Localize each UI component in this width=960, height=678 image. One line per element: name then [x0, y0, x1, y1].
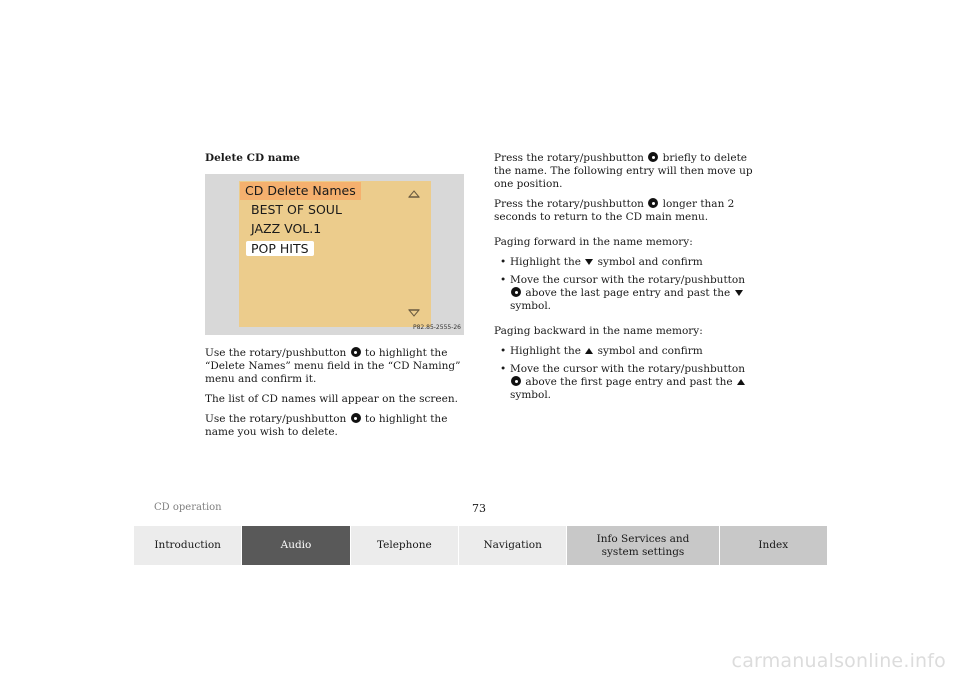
- tab-index[interactable]: Index: [720, 526, 827, 565]
- paging-backward-title: Paging backward in the name memory:: [494, 325, 703, 337]
- text: Move the cursor with the rotary/pushbutton: [510, 363, 745, 375]
- paragraph: [205, 347, 467, 386]
- cd-name-item[interactable]: BEST OF SOUL: [251, 202, 342, 217]
- rotary-pushbutton-icon: [351, 413, 361, 423]
- rotary-pushbutton-icon: [648, 152, 658, 162]
- paging-backward-list: [494, 345, 756, 402]
- rotary-pushbutton-icon: [351, 347, 361, 357]
- list-item: [494, 363, 756, 402]
- tab-navigation[interactable]: Navigation: [459, 526, 567, 565]
- rotary-pushbutton-icon: [648, 198, 658, 208]
- list-item: [494, 274, 756, 313]
- paging-forward-list: [494, 256, 756, 313]
- left-column: [205, 152, 467, 446]
- chapter-tabs: [134, 526, 827, 565]
- text: to highlight the name you wish to delete.: [205, 413, 448, 438]
- text: briefly to delete the name. The following entry will then move up one position.: [494, 152, 753, 190]
- text: symbol and confirm: [597, 345, 703, 357]
- text: longer than 2 seconds to return to the CD main menu.: [494, 198, 735, 223]
- scroll-up-icon[interactable]: [408, 190, 420, 198]
- list-item: [494, 256, 756, 269]
- rotary-pushbutton-icon: [511, 376, 521, 386]
- paging-forward-title: Paging forward in the name memory:: [494, 236, 693, 248]
- text: to highlight the “Delete Names” menu field in the “CD Naming” menu and confirm it.: [205, 347, 461, 385]
- section-heading: Delete CD name: [205, 152, 300, 164]
- text: above the first page entry and past the: [525, 376, 733, 388]
- figure-code: P82.85-2555-26: [412, 324, 461, 331]
- up-triangle-icon: [737, 379, 745, 385]
- text: symbol.: [510, 389, 552, 401]
- text: Highlight the: [510, 256, 581, 268]
- paragraph: [494, 198, 756, 224]
- right-column: [494, 152, 756, 409]
- text: above the last page entry and past the: [525, 287, 731, 299]
- list-item: [494, 345, 756, 358]
- cd-name-item-selected[interactable]: POP HITS: [246, 241, 314, 256]
- page-number: 73: [472, 502, 486, 515]
- text: Use the rotary/pushbutton: [205, 413, 347, 425]
- tab-audio[interactable]: Audio: [242, 526, 350, 565]
- cd-name-item[interactable]: JAZZ VOL.1: [251, 221, 322, 236]
- watermark: carmanualsonline.info: [731, 650, 946, 672]
- rotary-pushbutton-icon: [511, 287, 521, 297]
- display-screen: [239, 181, 431, 327]
- paragraph: [494, 152, 756, 191]
- cd-delete-names-figure: [205, 174, 464, 335]
- paragraph: [205, 413, 467, 439]
- text: Press the rotary/pushbutton: [494, 152, 644, 164]
- down-triangle-icon: [585, 259, 593, 265]
- tab-introduction[interactable]: Introduction: [134, 526, 242, 565]
- footer-section-label: CD operation: [154, 502, 222, 513]
- text: Move the cursor with the rotary/pushbutton: [510, 274, 745, 286]
- paragraph: The list of CD names will appear on the screen.: [205, 393, 458, 405]
- screen-title: CD Delete Names: [240, 182, 361, 200]
- down-triangle-icon: [735, 290, 743, 296]
- tab-info-services[interactable]: Info Services and system settings: [567, 526, 719, 565]
- scroll-down-icon[interactable]: [408, 309, 420, 317]
- up-triangle-icon: [585, 348, 593, 354]
- text: Press the rotary/pushbutton: [494, 198, 644, 210]
- text: Use the rotary/pushbutton: [205, 347, 347, 359]
- text: Highlight the: [510, 345, 581, 357]
- text: symbol and confirm: [597, 256, 703, 268]
- text: symbol.: [510, 300, 552, 312]
- tab-telephone[interactable]: Telephone: [351, 526, 459, 565]
